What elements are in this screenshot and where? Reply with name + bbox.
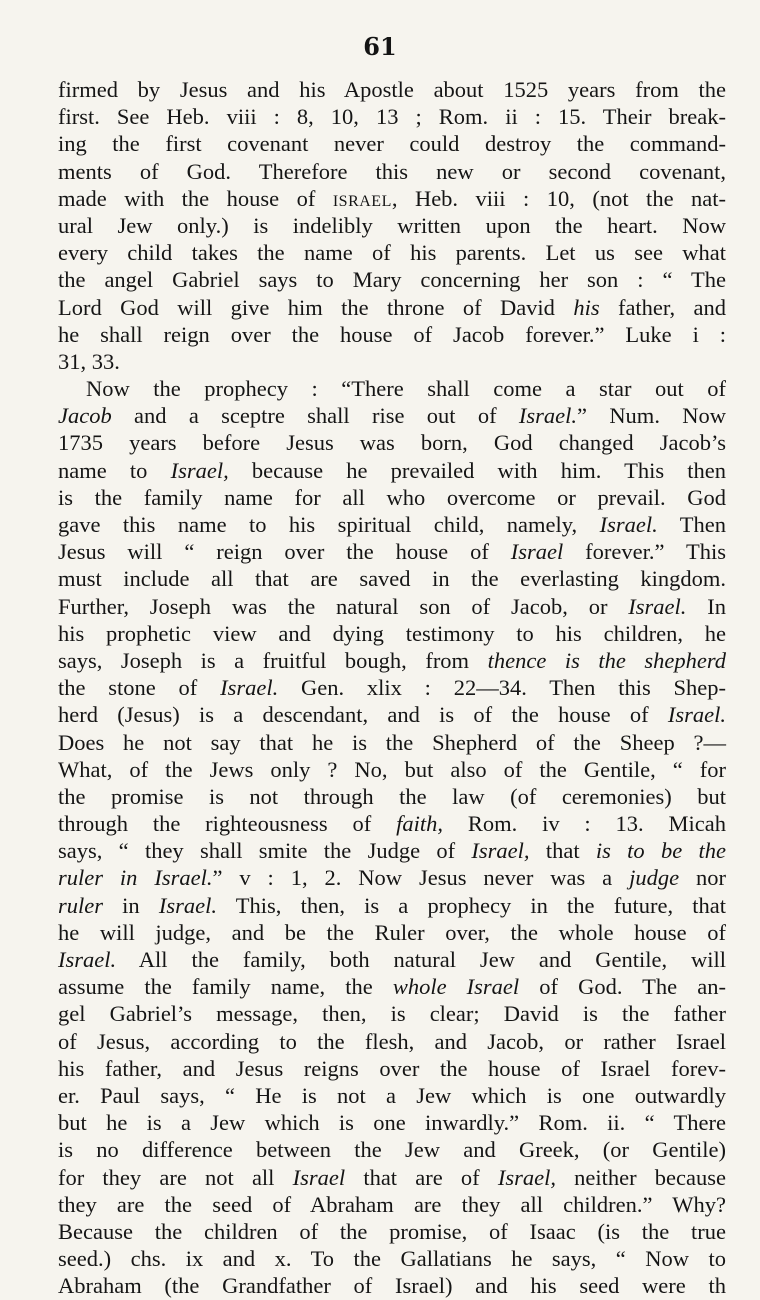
text-segment: Gen. xlix : 22—34. Then this Shep- xyxy=(278,675,726,701)
text-segment: says, “ they shall smite the Judge of xyxy=(58,838,472,864)
text-segment: Then xyxy=(657,512,726,537)
text-line xyxy=(58,1272,726,1299)
italic-text: ruler xyxy=(58,892,103,918)
text-segment: , Heb. viii : 10, (not the nat- xyxy=(391,185,727,211)
text-segment: is no difference between the Jew and Greek, (or Gentile) xyxy=(58,1137,726,1163)
italic-text: Israel. xyxy=(667,702,726,728)
text-segment: Does he not say that he is the Shepherd of the Sheep ?— xyxy=(58,729,726,755)
text-segment: seed.) chs. ix and x. To the Gallatians he says, “ Now to xyxy=(58,1246,726,1272)
text-segment: he will judge, and be the Ruler over, the whole house of xyxy=(58,919,726,945)
text-line xyxy=(58,212,726,239)
text-line xyxy=(58,892,726,919)
text-segment: says, Joseph is a fruitful bough, from xyxy=(58,647,488,673)
text-line xyxy=(58,565,726,592)
text-segment: and a sceptre shall rise out of xyxy=(111,403,519,429)
text-segment: must include all that are saved in the everlasting kingdom. xyxy=(58,566,726,592)
italic-text: his xyxy=(573,294,600,320)
italic-text: Israel, xyxy=(497,1164,556,1190)
text-line xyxy=(58,1000,726,1027)
text-segment: Abraham (the Grandfather of Israel) and his seed were th xyxy=(58,1273,726,1299)
text-segment: Lord God will give him the throne of David xyxy=(58,294,574,320)
italic-text: Israel. xyxy=(628,593,687,619)
text-segment: What, of the Jews only ? No, but also of the Gentile, “ for xyxy=(58,756,726,782)
text-line xyxy=(58,837,726,864)
text-segment: firmed by Jesus and his Apostle about 1525 years from the xyxy=(58,77,726,102)
text-line xyxy=(58,946,726,973)
text-segment: gave this name to his spiritual child, namely, xyxy=(58,512,600,537)
text-segment: of God. The an- xyxy=(519,974,726,1000)
text-line xyxy=(58,375,726,402)
italic-text: Israel. xyxy=(58,947,117,972)
text-segment: that xyxy=(529,838,596,864)
italic-text: Israel, xyxy=(170,457,229,483)
text-line xyxy=(58,783,726,810)
text-line xyxy=(58,701,726,728)
text-segment: ” Num. Now xyxy=(577,403,726,429)
italic-text: judge xyxy=(629,865,680,891)
text-segment: ural Jew only.) is indelibly written upon the heart. Now xyxy=(58,212,726,238)
text-line xyxy=(58,294,726,321)
text-segment: herd (Jesus) is a descendant, and is of the house of xyxy=(58,702,668,728)
text-line xyxy=(58,729,726,756)
text-line xyxy=(58,647,726,674)
text-line xyxy=(58,674,726,701)
text-line xyxy=(58,1055,726,1082)
text-segment: Because the children of the promise, of Isaac (is the true xyxy=(58,1218,726,1244)
text-segment: through the righteousness of xyxy=(58,811,397,837)
italic-text: Jacob xyxy=(58,403,112,429)
text-segment: ments of God. Therefore this new or second covenant, xyxy=(58,158,726,184)
italic-text: Israel. xyxy=(599,512,658,537)
text-line xyxy=(58,1164,726,1191)
italic-text: Israel, xyxy=(471,838,530,864)
italic-text: Israel. xyxy=(158,892,217,918)
text-segment: 1735 years before Jesus was born, God changed Jacob’s xyxy=(58,430,726,456)
text-segment: name to xyxy=(58,457,171,483)
italic-text: Israel xyxy=(292,1164,346,1190)
text-segment: in xyxy=(103,892,159,918)
text-line xyxy=(58,1191,726,1218)
text-segment: his father, and Jesus reigns over the house of Israel forev- xyxy=(58,1055,726,1081)
text-line xyxy=(58,321,726,348)
text-line xyxy=(58,1136,726,1163)
text-segment: gel Gabriel’s message, then, is clear; David is the father xyxy=(58,1001,726,1027)
text-line xyxy=(58,348,726,375)
text-segment: of Jesus, according to the flesh, and Jacob, or rather Israel xyxy=(58,1028,726,1054)
italic-text: Israel xyxy=(510,539,564,565)
text-line xyxy=(58,103,726,130)
text-segment: Now the prophecy : “There shall come a star out of xyxy=(86,376,726,402)
text-segment: but he is a Jew which is one inwardly.” Rom. ii. “ There xyxy=(58,1110,726,1136)
italic-text: is to be the xyxy=(595,838,726,864)
text-segment: is the family name for all who overcome or prevail. God xyxy=(58,484,726,510)
text-segment: made with the house of xyxy=(58,185,333,211)
text-line xyxy=(58,864,726,891)
text-segment: Further, Joseph was the natural son of Jacob, or xyxy=(58,593,629,619)
text-segment: every child takes the name of his parents. Let us see what xyxy=(58,240,726,266)
text-line xyxy=(58,538,726,565)
text-segment: he shall reign over the house of Jacob forever.” Luke i : xyxy=(58,321,726,347)
italic-text: faith, xyxy=(396,811,443,837)
italic-text: thence is the shepherd xyxy=(487,647,727,673)
italic-text: Israel. xyxy=(518,403,578,429)
italic-text: whole Israel xyxy=(392,974,520,1000)
text-line xyxy=(58,158,726,185)
text-line xyxy=(58,185,726,212)
text-line xyxy=(58,239,726,266)
text-line xyxy=(58,429,726,456)
text-segment: first. See Heb. viii : 8, 10, 13 ; Rom. ii : 15. Their break- xyxy=(58,104,726,130)
text-segment: forever.” This xyxy=(563,539,726,565)
text-segment: his prophetic view and dying testimony to his children, he xyxy=(58,620,726,646)
text-segment: ing the first covenant never could destroy the command- xyxy=(58,131,726,157)
text-line xyxy=(58,457,726,484)
text-line xyxy=(58,1028,726,1055)
text-line xyxy=(58,266,726,293)
text-line xyxy=(58,973,726,1000)
text-line xyxy=(58,511,726,538)
text-segment: assume the family name, the xyxy=(58,974,393,1000)
italic-text: ruler in Israel. xyxy=(58,865,213,891)
text-segment: Jesus will “ reign over the house of xyxy=(58,539,511,565)
text-line xyxy=(58,1218,726,1245)
body-text xyxy=(58,76,726,1299)
text-line xyxy=(58,76,726,103)
text-segment: the stone of xyxy=(58,675,221,701)
text-line xyxy=(58,130,726,157)
text-segment: neither because xyxy=(555,1164,726,1190)
text-segment: In xyxy=(686,593,726,619)
text-segment: for they are not all xyxy=(58,1164,293,1190)
text-segment: that are of xyxy=(345,1164,498,1190)
text-line xyxy=(58,484,726,511)
text-segment: ” v : 1, 2. Now Jesus never was a xyxy=(212,865,630,891)
text-segment: nor xyxy=(679,865,727,891)
text-line xyxy=(58,1082,726,1109)
text-line xyxy=(58,620,726,647)
text-segment: 31, 33. xyxy=(58,348,120,374)
text-segment: the angel Gabriel says to Mary concerning her son : “ The xyxy=(58,267,726,293)
text-segment: Rom. iv : 13. Micah xyxy=(443,811,726,837)
text-line xyxy=(58,593,726,620)
text-line xyxy=(58,402,726,429)
page-number: 61 xyxy=(363,32,397,61)
text-segment: All the family, both natural Jew and Gentile, will xyxy=(116,947,726,972)
text-line xyxy=(58,1109,726,1136)
text-line xyxy=(58,1245,726,1272)
text-segment: because he prevailed with him. This then xyxy=(228,457,726,483)
italic-text: Israel. xyxy=(220,675,279,701)
text-line xyxy=(58,919,726,946)
text-line xyxy=(58,810,726,837)
text-line xyxy=(58,756,726,783)
text-segment: er. Paul says, “ He is not a Jew which is one outwardly xyxy=(58,1082,726,1108)
small-caps-text: israel xyxy=(332,185,392,211)
text-segment: father, and xyxy=(599,294,726,320)
text-segment: the promise is not through the law (of ceremonies) but xyxy=(58,783,726,809)
text-segment: they are the seed of Abraham are they all children.” Why? xyxy=(58,1191,726,1217)
text-segment: This, then, is a prophecy in the future, that xyxy=(217,892,726,918)
